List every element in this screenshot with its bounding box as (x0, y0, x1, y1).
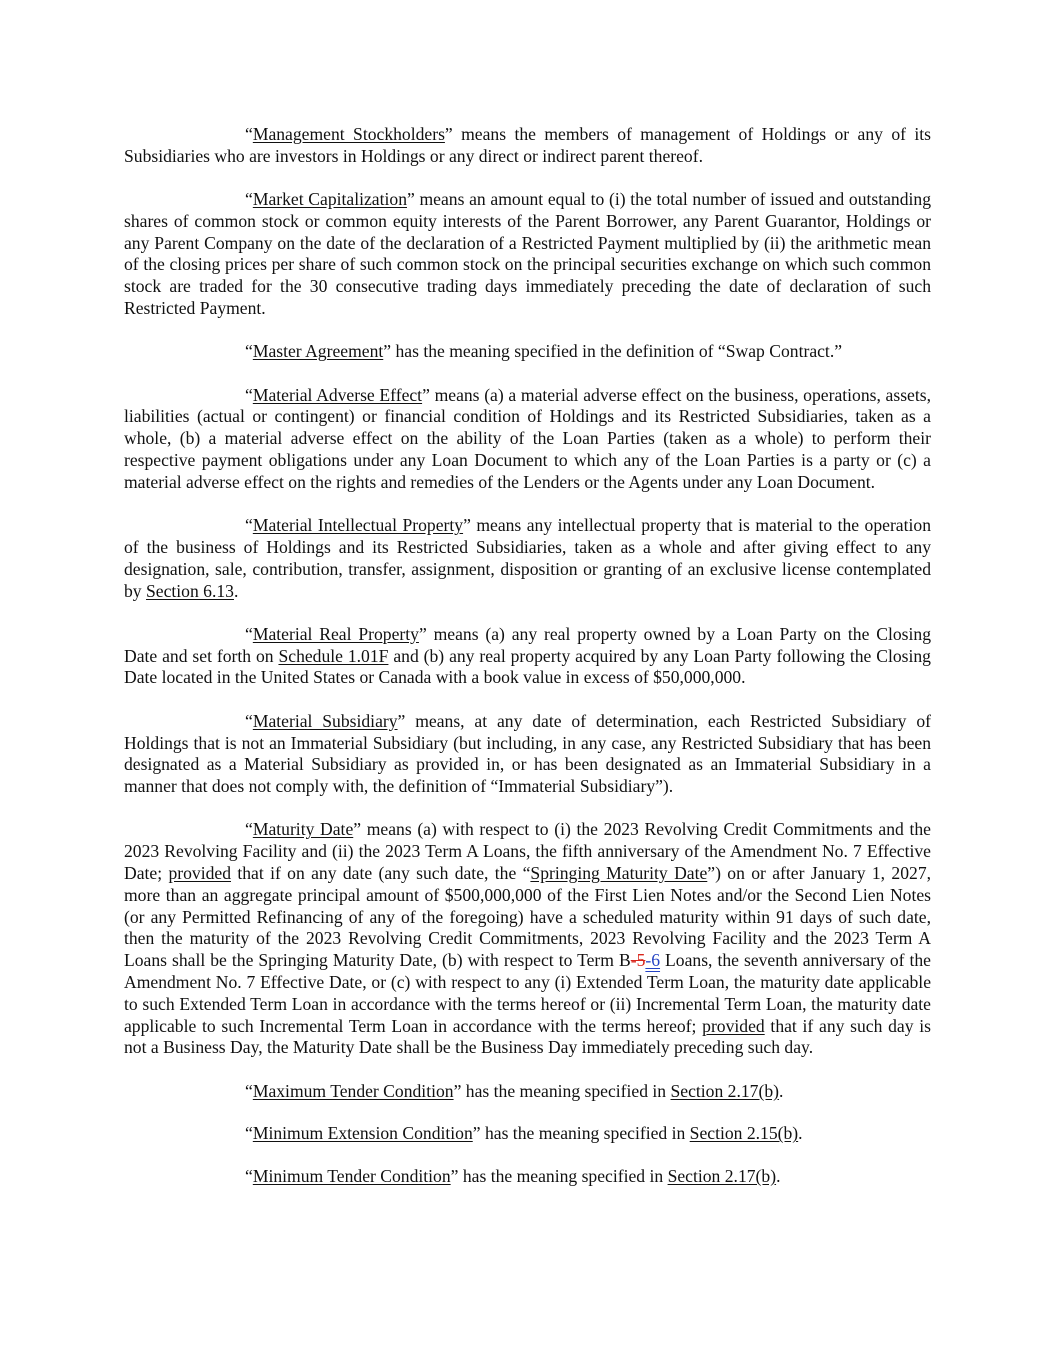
defined-term: Maturity Date (252, 819, 354, 840)
section-reference: Section 6.13 (146, 580, 234, 601)
definition-material-intellectual-property: “Material Intellectual Property” means any intellectual property that is material to the operation of the business of Holdings and its Restricted Subsidiaries, taken as a whole and after giving effect to any designation, sale, contribution, transfer, assignment, disposition or granting of an exclusive license contemplated by Section 6.13. (124, 515, 931, 601)
definition-minimum-tender-condition: “Minimum Tender Condition” has the meaning specified in Section 2.17(b). (245, 1166, 781, 1187)
definition-material-adverse-effect: “Material Adverse Effect” means (a) a material adverse effect on the business, operations, assets, liabilities (actual or contingent) or financial condition of Holdings and its Restricted Subsidiaries, taken as a whole, (b) a material adverse effect on the ability of the Loan Parties (taken as a whole) to perform their respective payment obligations under any Loan Document to which any of the Loan Parties is a party or (c) a material adverse effect on the rights and remedies of the Lenders or the Agents under any Loan Document. (124, 384, 931, 492)
defined-term: Material Subsidiary (252, 710, 398, 731)
definition-material-subsidiary: “Material Subsidiary” means, at any date of determination, each Restricted Subsidiary of Holdings that is not an Immaterial Subsidiary (but including, in any case, any Restricted Subsidiary that has been designated as a Material Subsidiary as provided in, or has been designated as an Immaterial Subsidiary in a manner that does not comply with, the definition of “Immaterial Subsidiary”). (124, 710, 931, 797)
redline-deletion: -5 (630, 950, 646, 971)
definition-management-stockholders: “Management Stockholders” means the members of management of Holdings or any of its Subsidiaries who are investors in Holdings or any direct or indirect parent thereof. (124, 124, 931, 166)
definition-minimum-extension-condition: “Minimum Extension Condition” has the meaning specified in Section 2.15(b). (245, 1123, 803, 1144)
defined-term: Management Stockholders (252, 124, 445, 144)
proviso-term: provided (168, 863, 231, 884)
section-reference: Section 2.17(b) (667, 1166, 777, 1187)
section-reference: Section 2.15(b) (689, 1123, 799, 1144)
document-page (124, 124, 931, 1209)
defined-term: Master Agreement (252, 341, 384, 362)
schedule-reference: Schedule 1.01F (278, 645, 389, 666)
defined-term: Material Intellectual Property (252, 515, 464, 536)
defined-term: Material Real Property (252, 623, 419, 644)
definition-market-capitalization: “Market Capitalization” means an amount equal to (i) the total number of issued and outstanding shares of common stock or common equity interests of the Parent Borrower, any Parent Guarantor, Holdings or any Parent Company on the date of the declaration of a Restricted Payment multiplied by (ii) the arithmetic mean of the closing prices per share of such common stock on the principal securities exchange on which such common stock are traded for the 30 consecutive trading days immediately preceding the date of declaration of such Restricted Payment. (124, 189, 931, 319)
redline-insertion: -6 (645, 950, 661, 971)
defined-term: Material Adverse Effect (252, 384, 423, 405)
definition-maximum-tender-condition: “Maximum Tender Condition” has the meaning specified in Section 2.17(b). (245, 1080, 784, 1101)
definition-maturity-date: “Maturity Date” means (a) with respect to (i) the 2023 Revolving Credit Commitments and the 2023 Revolving Facility and (ii) the 2023 Term A Loans, the fifth anniversary of the Amendment No. 7 Effective Date; provided that if on any date (any such date, the “Springing Maturity Date”) on or after January 1, 2027, more than an aggregate principal amount of $500,000,000 of the First Lien Notes and/or the Second Lien Notes (or any Permitted Refinancing of any of the foregoing) have a scheduled maturity within 91 days of such date, then the maturity of the 2023 Revolving Credit Commitments, 2023 Revolving Facility and the 2023 Term A Loans shall be the Springing Maturity Date, (b) with respect to Term B-5-6 Loans, the seventh anniversary of the Amendment No. 7 Effective Date, or (c) with respect to any (i) Extended Term Loan, the maturity date applicable to such Extended Term Loan in accordance with the terms hereof or (ii) Incremental Term Loan, the maturity date applicable to such Incremental Term Loan in accordance with the terms hereof; provided that if any such day is not a Business Day, the Maturity Date shall be the Business Day immediately preceding such day. (124, 819, 932, 1058)
defined-term: Maximum Tender Condition (252, 1080, 454, 1101)
section-reference: Section 2.17(b) (670, 1080, 779, 1101)
defined-term-springing-maturity-date: Springing Maturity Date (530, 863, 708, 884)
definition-master-agreement: “Master Agreement” has the meaning specified in the definition of “Swap Contract.” (245, 341, 843, 362)
defined-term: Minimum Tender Condition (252, 1166, 451, 1187)
definition-material-real-property: “Material Real Property” means (a) any real property owned by a Loan Party on the Closing Date and set forth on Schedule 1.01F and (b) any real property acquired by any Loan Party following the Closing Date located in the United States or Canada with a book value in excess of $50,000,000. (124, 623, 931, 688)
defined-term: Market Capitalization (252, 189, 407, 210)
proviso-term: provided (702, 1015, 765, 1036)
defined-term: Minimum Extension Condition (252, 1123, 473, 1144)
